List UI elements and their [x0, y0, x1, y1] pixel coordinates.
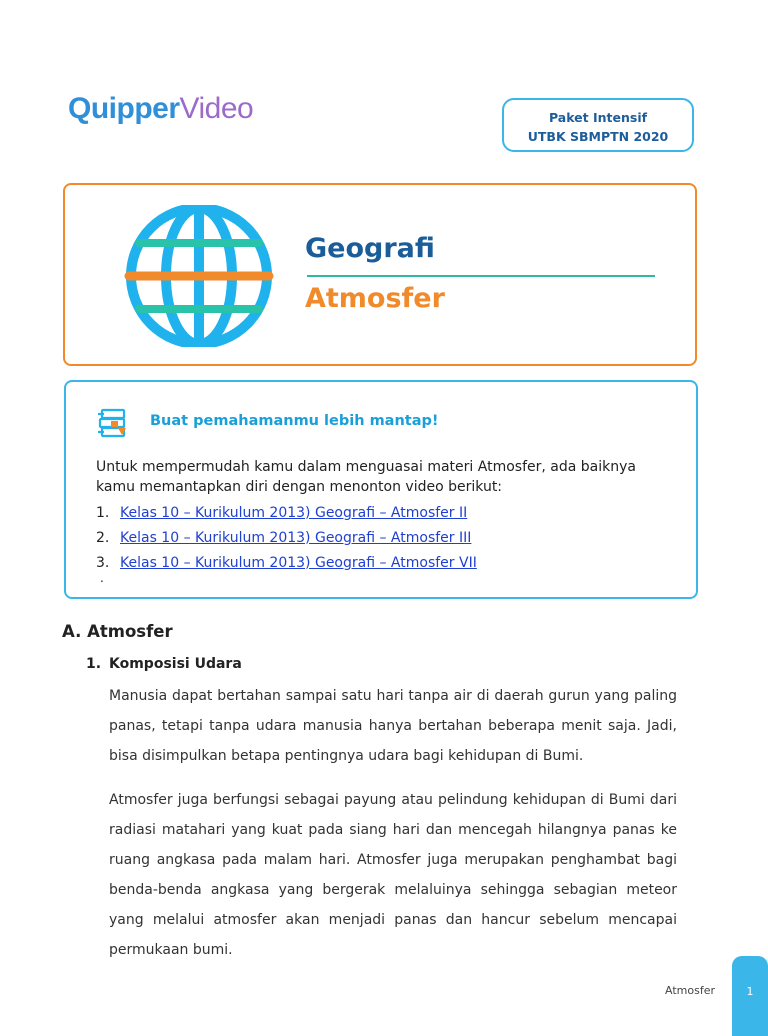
topic-title: Atmosfer — [305, 283, 445, 314]
book-icon — [96, 408, 132, 438]
trailing-dot: . — [100, 571, 104, 585]
link-number: 3. — [96, 555, 110, 571]
page-number-tab — [732, 956, 768, 1036]
title-card — [63, 183, 697, 366]
video-link-atmosfer-ii[interactable]: Kelas 10 – Kurikulum 2013) Geografi – Atmosfer II — [120, 505, 468, 521]
logo-video-text: Video — [179, 92, 254, 125]
paket-badge — [502, 98, 694, 152]
link-number: 2. — [96, 530, 110, 546]
title-divider — [307, 275, 655, 277]
quipper-video-logo — [68, 92, 253, 126]
info-heading: Buat pemahamanmu lebih mantap! — [150, 413, 439, 429]
logo-quipper-text: Quipper — [68, 92, 180, 125]
subsection-title: Komposisi Udara — [109, 656, 242, 672]
video-link-atmosfer-iii[interactable]: Kelas 10 – Kurikulum 2013) Geografi – Atmosfer III — [120, 530, 472, 546]
subsection-number: 1. — [86, 656, 102, 672]
info-intro-text: Untuk mempermudah kamu dalam menguasai materi Atmosfer, ada baiknya kamu memantapkan diri dengan menonton video berikut: — [96, 459, 636, 495]
video-link-item — [96, 553, 477, 578]
link-number: 1. — [96, 505, 110, 521]
page-number: 1 — [746, 985, 754, 998]
video-link-item — [96, 503, 477, 528]
video-link-item — [96, 528, 477, 553]
video-link-atmosfer-vii[interactable]: Kelas 10 – Kurikulum 2013) Geografi – Atmosfer VII — [120, 555, 477, 571]
footer-label: Atmosfer — [665, 984, 715, 997]
globe-icon — [123, 205, 275, 347]
info-box — [64, 380, 698, 599]
video-link-list — [96, 503, 477, 578]
paket-line-1: Paket Intensif — [548, 110, 648, 125]
paragraph-1: Manusia dapat bertahan sampai satu hari tanpa air di daerah gurun yang paling panas, tetapi tanpa udara manusia hanya bertahan beberapa menit saja. Jadi, bisa disimpulkan betapa pentingnya udara bagi kehidupan di Bumi. — [109, 688, 677, 764]
paket-line-2: UTBK SBMPTN 2020 — [527, 129, 669, 144]
subject-title: Geografi — [305, 233, 435, 264]
paragraph-2: Atmosfer juga berfungsi sebagai payung atau pelindung kehidupan di Bumi dari radiasi matahari yang kuat pada siang hari dan mencegah hilangnya panas ke ruang angkasa pada malam hari. Atmosfer juga merupakan penghambat bagi benda-benda angkasa yang bergerak melaluinya sehingga sebagian meteor yang melalui atmosfer akan menjadi panas dan hancur sebelum mencapai permukaan bumi. — [109, 792, 677, 958]
section-title: A. Atmosfer — [62, 622, 173, 641]
